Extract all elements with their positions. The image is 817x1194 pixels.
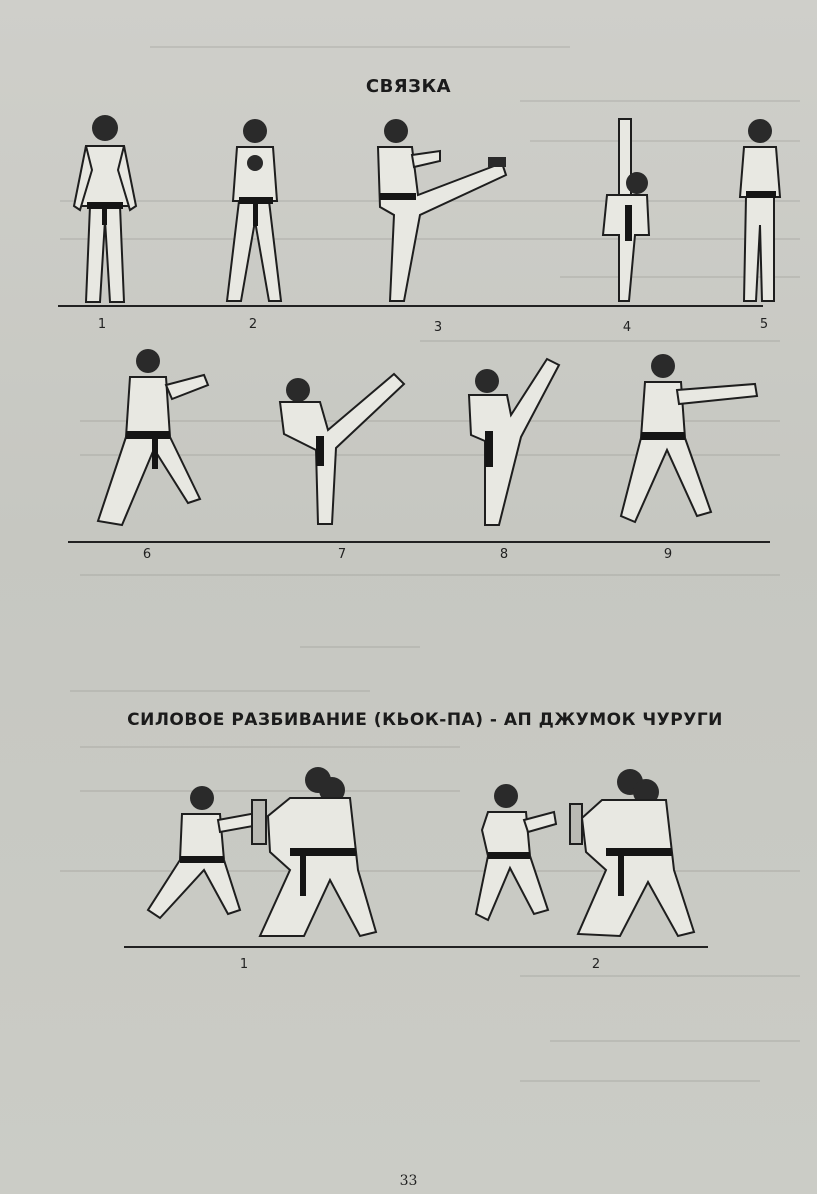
bleed-through-line xyxy=(80,574,780,576)
figure-breaking-1 xyxy=(140,760,380,945)
step-number-7: 7 xyxy=(337,547,347,562)
bleed-through-line xyxy=(80,746,460,748)
figure-7-high-side-kick xyxy=(270,350,410,530)
figure-8-roundhouse-kick xyxy=(455,345,575,530)
bleed-through-line xyxy=(520,975,800,977)
bleed-through-line xyxy=(150,46,570,48)
step-number-3: 3 xyxy=(433,320,443,335)
bleed-through-line xyxy=(420,340,780,342)
step-number-8: 8 xyxy=(499,547,509,562)
bleed-through-line xyxy=(70,690,370,692)
bleed-through-line xyxy=(550,1040,800,1042)
figure-4-axe-kick-raise xyxy=(585,115,665,305)
step-number-6: 6 xyxy=(142,547,152,562)
breaking-step-number-2: 2 xyxy=(591,957,601,972)
figure-5-return-stance xyxy=(730,115,790,305)
ground-line-row3 xyxy=(124,946,708,948)
figure-3-side-kick xyxy=(360,115,510,305)
bleed-through-line xyxy=(300,646,420,648)
section-title-svyazka: СВЯЗКА xyxy=(365,76,452,97)
bleed-through-line xyxy=(520,1080,760,1082)
step-number-9: 9 xyxy=(663,547,673,562)
figure-breaking-2 xyxy=(470,760,700,945)
step-number-2: 2 xyxy=(248,317,258,332)
ground-line-row2 xyxy=(68,541,770,543)
section-title-breaking: СИЛОВОЕ РАЗБИВАНИЕ (КЬОК-ПА) - АП ДЖУМОК ЧУРУГИ xyxy=(127,710,723,730)
figure-2-guard-stance xyxy=(215,115,295,305)
figure-1-ready-stance xyxy=(60,110,150,305)
step-number-4: 4 xyxy=(622,320,632,335)
figure-6-back-stance xyxy=(92,345,222,530)
page-number: 33 xyxy=(399,1173,418,1189)
step-number-5: 5 xyxy=(759,317,769,332)
figure-9-punch-stance xyxy=(615,350,765,530)
bleed-through-line xyxy=(520,100,800,102)
breaking-step-number-1: 1 xyxy=(239,957,249,972)
ground-line-row1 xyxy=(58,305,763,307)
step-number-1: 1 xyxy=(97,317,107,332)
